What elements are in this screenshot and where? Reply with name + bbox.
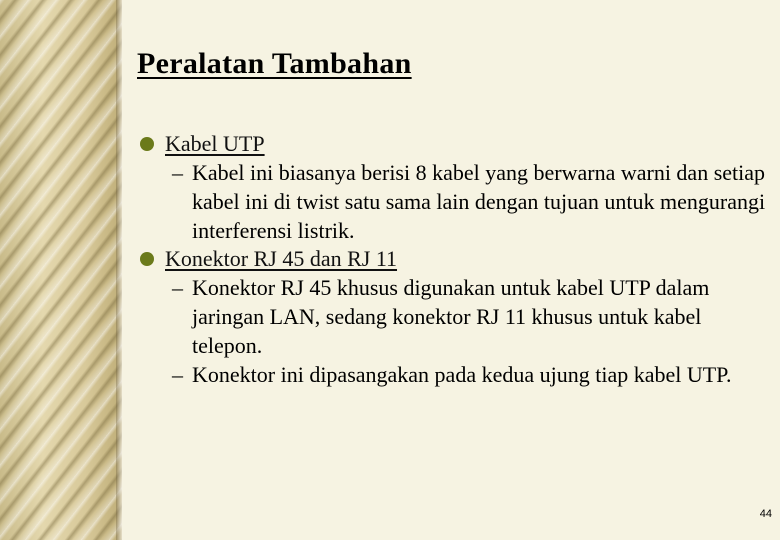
- sub-item-text: Konektor RJ 45 khusus digunakan untuk kabel UTP dalam jaringan LAN, sedang konektor RJ 11 khusus untuk kabel telepon.: [192, 275, 710, 358]
- bullet-konektor: [140, 245, 770, 273]
- sub-item: [140, 158, 770, 245]
- sub-item: [140, 360, 742, 389]
- dash-icon: –: [172, 362, 183, 387]
- sub-item-text: Konektor ini dipasangakan pada kedua ujung tiap kabel UTP.: [192, 362, 732, 387]
- marble-border: [0, 0, 122, 540]
- dash-icon: –: [172, 275, 183, 300]
- sub-item-text: Kabel ini biasanya berisi 8 kabel yang berwarna warni dan setiap kabel ini di twist satu sama lain dengan tujuan untuk mengurangi interferensi listrik.: [192, 160, 766, 243]
- page-number: 44: [759, 508, 772, 520]
- dash-icon: –: [172, 160, 183, 185]
- bullet-label: Kabel UTP: [165, 131, 265, 156]
- bullet-kabel-utp: [140, 130, 770, 158]
- circle-bullet-icon: [140, 252, 154, 266]
- slide-title: Peralatan Tambahan: [137, 47, 412, 80]
- circle-bullet-icon: [140, 137, 154, 151]
- sub-item: [140, 273, 768, 360]
- bullet-label: Konektor RJ 45 dan RJ 11: [165, 246, 398, 271]
- slide-content: [140, 130, 770, 389]
